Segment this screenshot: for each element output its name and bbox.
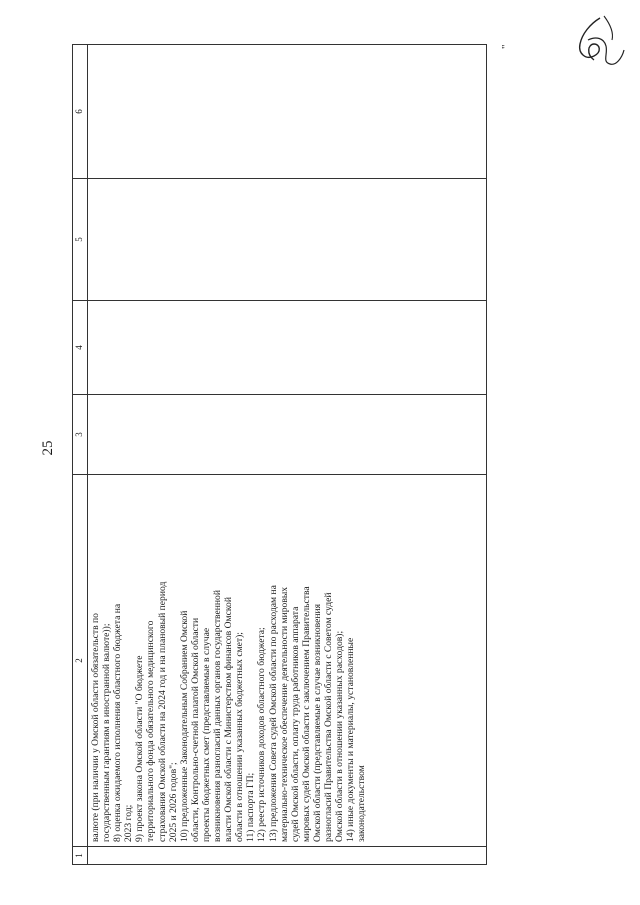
text-line: государственным гарантиям в иностранной валюте)); [101,623,113,842]
text-line: мировых судей Омской области с заключением Правительства [300,586,312,842]
text-line: валюте (при наличии у Омской области обязательств по [90,613,101,842]
text-line: 14) иные документы и материалы, установленные [345,637,357,842]
text-line: законодательством [356,765,368,842]
text-line: проекты бюджетных смет (представляемые в случае [200,627,212,842]
cell-col-1 [88,847,487,865]
text-line: области в отношении указанных бюджетных смет); [234,632,246,842]
text-line: власти Омской области с Министерством финансов Омской [223,597,235,842]
text-line: 11) паспорта ГП; [245,772,257,842]
text-line: материально-техническое обеспечение деятельности мировых [278,586,290,842]
text-line: страхования Омской области на 2024 год и на плановый период [156,581,168,842]
rotated-page [40,45,600,865]
text-line: Омской области в отношении указанных расходов); [334,630,346,842]
cell-col-3 [88,395,487,475]
closing-quote-mark: " [500,44,512,49]
document-table [72,44,487,865]
document-list-text [88,475,369,846]
signature-mark [560,10,630,70]
text-line: Омской области (представляемые в случае возникновения [311,603,323,842]
cell-col-5 [88,179,487,301]
text-line: судей Омской области, оплату труда работников аппарата [289,606,301,842]
text-line: области, Контрольно-счетной палатой Омской области [189,617,201,842]
text-line: 2023 год; [123,804,135,842]
header-col-6: 6 [73,45,88,179]
text-line: 13) предложения Совета судей Омской области по расходам на [267,585,279,842]
text-line: 12) реестр источников доходов областного бюджета; [256,627,268,842]
header-col-3: 3 [73,395,88,475]
text-line: 10) предложенные Законодательным Собранием Омской [178,610,190,842]
text-line: 8) оценка ожидаемого исполнения областного бюджета на [112,603,124,842]
table-row [88,45,487,865]
cell-col-4 [88,301,487,395]
header-col-5: 5 [73,179,88,301]
text-line: 2025 и 2026 годов"; [167,762,179,842]
table-header-row [73,45,88,865]
text-line: разногласий Правительства Омской области с Советом судей [322,592,334,842]
text-line: возникновения разногласий данных органов государственной [212,590,224,842]
cell-col-2 [88,475,487,847]
cell-col-6 [88,45,487,179]
text-line: 9) проект закона Омской области "О бюджете [134,655,146,842]
header-col-2: 2 [73,475,88,847]
header-col-1: 1 [73,847,88,865]
page-number: 25 [40,440,56,456]
header-col-4: 4 [73,301,88,395]
text-line: территориального фонда обязательного медицинского [145,620,157,842]
